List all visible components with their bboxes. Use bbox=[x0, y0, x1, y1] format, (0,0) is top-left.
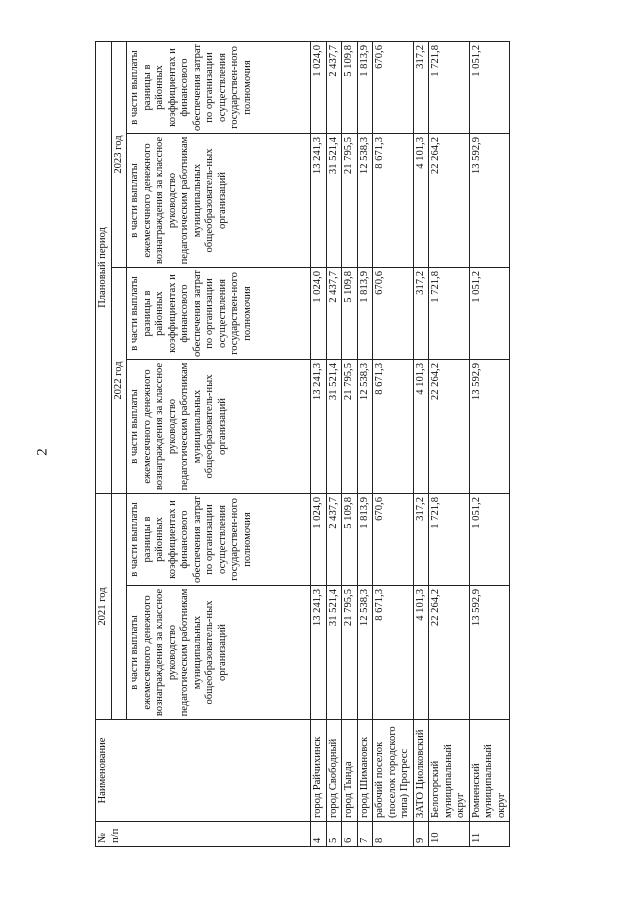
row-name: город Шимановск bbox=[357, 720, 373, 822]
subheader-2022-b: в части выплаты разницы в районных коэффициентах и финансового обеспечения затрат по организации осуществления государствен-ного полномочия bbox=[127, 268, 311, 360]
table-row bbox=[357, 42, 373, 847]
row-value: 317,2 bbox=[413, 42, 429, 134]
row-value: 1 721,8 bbox=[429, 268, 470, 360]
row-name: Ромненский муниципальный округ bbox=[469, 720, 510, 822]
row-number: 6 bbox=[342, 822, 358, 847]
row-value: 317,2 bbox=[413, 494, 429, 586]
year-2022-header: 2022 год bbox=[111, 268, 127, 494]
row-value: 13 592,9 bbox=[469, 134, 510, 268]
row-value: 317,2 bbox=[413, 268, 429, 360]
row-value: 22 264,2 bbox=[429, 134, 470, 268]
row-value: 5 109,8 bbox=[342, 494, 358, 586]
subheader-2021-b: в части выплаты разницы в районных коэффициентах и финансового обеспечения затрат по организации осуществления государствен-ного полномочия bbox=[127, 494, 311, 586]
year-2021-header: 2021 год bbox=[96, 494, 112, 720]
row-value: 1 024,0 bbox=[311, 42, 327, 134]
table-row bbox=[326, 42, 342, 847]
table-row bbox=[311, 42, 327, 847]
row-value: 1 813,9 bbox=[357, 42, 373, 134]
row-value: 21 795,5 bbox=[342, 134, 358, 268]
row-value: 8 671,3 bbox=[373, 134, 414, 268]
row-value: 1 024,0 bbox=[311, 494, 327, 586]
row-value: 1 813,9 bbox=[357, 268, 373, 360]
row-name: город Райчихинск bbox=[311, 720, 327, 822]
row-value: 12 538,3 bbox=[357, 360, 373, 494]
row-number: 11 bbox=[469, 822, 510, 847]
row-value: 670,6 bbox=[373, 268, 414, 360]
row-value: 13 592,9 bbox=[469, 360, 510, 494]
row-value: 5 109,8 bbox=[342, 268, 358, 360]
table-row bbox=[413, 42, 429, 847]
row-number: 4 bbox=[311, 822, 327, 847]
row-value: 1 721,8 bbox=[429, 42, 470, 134]
row-number: 5 bbox=[326, 822, 342, 847]
row-value: 21 795,5 bbox=[342, 360, 358, 494]
subheader-2021-a: в части выплаты ежемесячного денежного вознаграждения за классное руководство педагогическим работникам муниципальных общеобразователь-ных организаций bbox=[127, 586, 311, 720]
row-name: город Свободный bbox=[326, 720, 342, 822]
subsidy-table bbox=[95, 41, 510, 847]
row-value: 1 051,2 bbox=[469, 268, 510, 360]
row-number: 10 bbox=[429, 822, 470, 847]
col-number-header: № п/п bbox=[96, 822, 311, 847]
subheader-2022-a: в части выплаты ежемесячного денежного вознаграждения за классное руководство педагогическим работникам муниципальных общеобразователь-ных организаций bbox=[127, 360, 311, 494]
row-value: 13 592,9 bbox=[469, 586, 510, 720]
row-value: 2 437,7 bbox=[326, 268, 342, 360]
page-number: 2 bbox=[34, 448, 51, 456]
row-value: 13 241,3 bbox=[311, 134, 327, 268]
table-row bbox=[429, 42, 470, 847]
row-name: Белогорский муниципальный округ bbox=[429, 720, 470, 822]
row-value: 22 264,2 bbox=[429, 586, 470, 720]
row-value: 1 813,9 bbox=[357, 494, 373, 586]
row-value: 5 109,8 bbox=[342, 42, 358, 134]
row-value: 670,6 bbox=[373, 494, 414, 586]
row-value: 13 241,3 bbox=[311, 586, 327, 720]
row-name: город Тында bbox=[342, 720, 358, 822]
row-value: 12 538,3 bbox=[357, 134, 373, 268]
row-value: 2 437,7 bbox=[326, 42, 342, 134]
header-row-1 bbox=[96, 42, 112, 847]
table-row bbox=[469, 42, 510, 847]
row-value: 13 241,3 bbox=[311, 360, 327, 494]
row-number: 8 bbox=[373, 822, 414, 847]
subheader-2023-a: в части выплаты ежемесячного денежного вознаграждения за классное руководство педагогическим работникам муниципальных общеобразователь-ных организаций bbox=[127, 134, 311, 268]
table-row bbox=[373, 42, 414, 847]
row-value: 1 721,8 bbox=[429, 494, 470, 586]
row-value: 4 101,3 bbox=[413, 360, 429, 494]
row-value: 31 521,4 bbox=[326, 360, 342, 494]
row-value: 1 051,2 bbox=[469, 42, 510, 134]
row-number: 9 bbox=[413, 822, 429, 847]
row-name: ЗАТО Циолковский bbox=[413, 720, 429, 822]
col-name-header: Наименование bbox=[96, 720, 311, 822]
row-number: 7 bbox=[357, 822, 373, 847]
row-value: 4 101,3 bbox=[413, 586, 429, 720]
row-value: 12 538,3 bbox=[357, 586, 373, 720]
row-value: 31 521,4 bbox=[326, 134, 342, 268]
row-value: 2 437,7 bbox=[326, 494, 342, 586]
row-value: 21 795,5 bbox=[342, 586, 358, 720]
year-2023-header: 2023 год bbox=[111, 42, 127, 268]
table-body bbox=[311, 42, 510, 847]
row-value: 8 671,3 bbox=[373, 586, 414, 720]
row-value: 8 671,3 bbox=[373, 360, 414, 494]
row-name: рабочий поселок (поселок городского типа) Прогресс bbox=[373, 720, 414, 822]
row-value: 22 264,2 bbox=[429, 360, 470, 494]
row-value: 1 051,2 bbox=[469, 494, 510, 586]
row-value: 4 101,3 bbox=[413, 134, 429, 268]
row-value: 1 024,0 bbox=[311, 268, 327, 360]
planned-period-header: Плановый период bbox=[96, 42, 112, 494]
table-row bbox=[342, 42, 358, 847]
subheader-2023-b: в части выплаты разницы в районных коэффициентах и финансового обеспечения затрат по организации осуществления государствен-ного полномочия bbox=[127, 42, 311, 134]
year-2021-spacer bbox=[111, 494, 127, 720]
row-value: 670,6 bbox=[373, 42, 414, 134]
row-value: 31 521,4 bbox=[326, 586, 342, 720]
